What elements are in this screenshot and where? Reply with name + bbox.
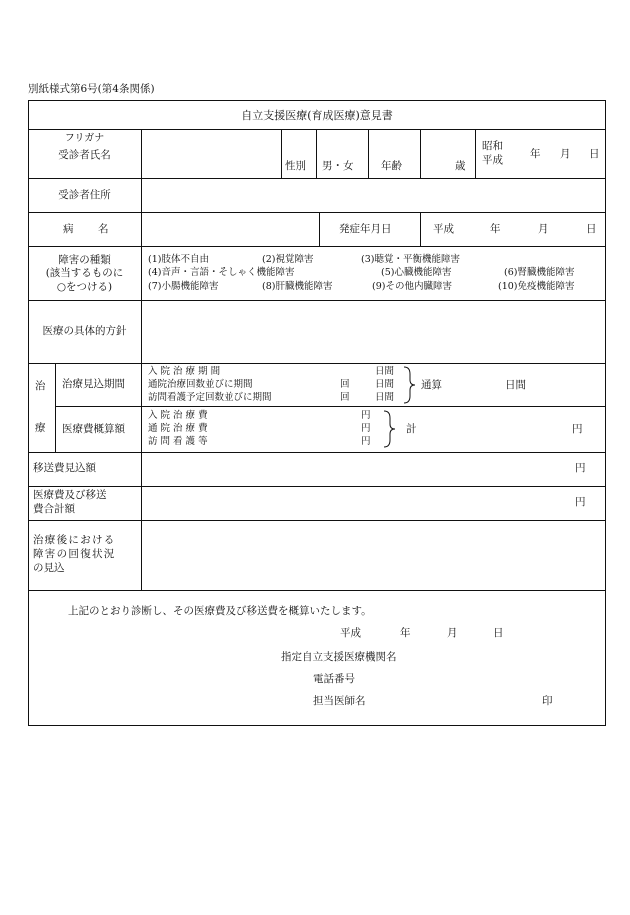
combined-field[interactable] [142,487,605,520]
transport-label: 移送費見込額 [33,462,96,474]
signature-era: 平成 [340,627,361,639]
recovery-label-2: 障害の回復状況 [33,548,116,560]
recovery-label-3: の見込 [33,562,65,574]
onset-year-label: 年 [490,223,501,235]
rule-treatment-side [55,363,56,452]
period-row-unit: 日間 [375,366,395,377]
rule-onset-left [319,212,320,246]
disease-name-field[interactable] [142,213,318,246]
disability-option[interactable]: (1)肢体不自由 [148,254,209,265]
transport-field[interactable] [142,453,605,486]
period-row-unit: 日間 [375,379,395,390]
disability-option[interactable]: (5)心臓機能障害 [381,267,452,278]
rule-age-right [420,129,421,178]
certification-statement: 上記のとおり診断し、その医療費及び移送費を概算いたします。 [68,605,372,617]
onset-month-label: 月 [538,223,549,235]
disability-option[interactable]: (7)小腸機能障害 [148,281,219,292]
treatment-side-1: 治 [35,380,46,392]
signature-year-label: 年 [400,627,411,639]
patient-name-label: 受診者氏名 [58,149,111,161]
cost-row-unit: 円 [361,423,371,434]
disability-option[interactable]: (3)聴覚・平衡機能障害 [361,254,460,265]
treatment-side-2: 療 [35,422,46,434]
rule-age-left [368,129,369,178]
plan-field[interactable] [142,301,605,363]
onset-day-label: 日 [586,223,597,235]
period-row-text: 入 院 治 療 期 間 [148,366,221,377]
rule-sex-right [316,129,317,178]
form-number-label: 別紙様式第6号(第4条関係) [28,83,155,95]
period-row-unit: 日間 [375,392,395,403]
cost-brace-icon [382,410,396,448]
period-row-text: 訪問看護予定回数並びに期間 [148,392,272,403]
disability-option[interactable]: (9)その他内臓障害 [372,281,452,292]
period-label: 治療見込期間 [62,378,125,390]
rule-disease [28,246,606,247]
cost-label: 医療費概算額 [62,423,125,435]
rule-sex-left [281,129,282,178]
disability-option[interactable]: (8)肝臓機能障害 [262,281,333,292]
birth-month-label: 月 [560,148,571,160]
rule-birth-left [475,129,476,178]
disability-label-3: ○をつける) [56,281,113,293]
era-heisei[interactable]: 平成 [482,154,503,166]
combined-label-1: 医療費及び移送 [33,489,107,501]
period-total-unit: 日間 [505,379,526,391]
rule-title [28,129,606,130]
combined-label-2: 費合計額 [33,503,75,515]
disease-label-2: 名 [98,223,109,235]
disease-label-1: 病 [63,223,74,235]
sex-options[interactable]: 男・女 [322,160,354,172]
disability-option[interactable]: (6)腎臓機能障害 [504,267,575,278]
cost-row-text: 通 院 治 療 費 [148,423,208,434]
cost-row-unit: 円 [361,410,371,421]
signature-day-label: 日 [493,627,504,639]
era-showa[interactable]: 昭和 [482,140,503,152]
sex-label: 性別 [285,160,306,172]
period-row-text: 通院治療回数並びに期間 [148,379,253,390]
disability-option[interactable]: (2)視覚障害 [262,254,314,265]
combined-unit: 円 [575,496,586,508]
institution-label: 指定自立支援医療機関名 [281,651,397,663]
cost-row-unit: 円 [361,436,371,447]
disability-option[interactable]: (10)免疫機能障害 [498,281,575,292]
cost-row-text: 入 院 治 療 費 [148,410,208,421]
period-row-count: 回 [340,392,350,403]
rule-plan [28,363,606,364]
recovery-field[interactable] [142,521,605,590]
address-field[interactable] [142,179,605,212]
patient-name-field[interactable] [142,130,280,178]
furigana-label: フリガナ [64,133,105,144]
period-total-label: 通算 [421,379,442,391]
rule-recovery [28,590,606,591]
phone-label: 電話番号 [313,673,355,685]
form-title: 自立支援医療(育成医療)意見書 [241,109,393,122]
transport-unit: 円 [575,462,586,474]
cost-row-text: 訪 問 看 護 等 [148,436,208,447]
cost-total-unit: 円 [572,423,583,435]
birth-day-label: 日 [589,148,600,160]
disability-option[interactable]: (4)音声・言語・そしゃく機能障害 [148,267,295,278]
rule-onset-right [420,212,421,246]
age-label: 年齢 [381,160,402,172]
disability-label-1: 障害の種類 [58,254,111,266]
address-label: 受診者住所 [58,189,111,201]
age-unit: 歳 [455,160,466,172]
signature-month-label: 月 [447,627,458,639]
onset-label: 発症年月日 [339,223,392,235]
disability-label-2: (該当するものに [45,267,124,279]
birth-year-label: 年 [530,148,541,160]
rule-period [55,406,606,407]
recovery-label-1: 治療後における [33,534,116,546]
onset-era: 平成 [433,223,454,235]
plan-label: 医療の具体的方針 [42,325,127,337]
cost-total-label: 計 [406,423,417,435]
seal-mark: 印 [542,695,553,707]
doctor-label: 担当医師名 [313,695,366,707]
period-brace-icon [402,366,416,404]
period-row-count: 回 [340,379,350,390]
